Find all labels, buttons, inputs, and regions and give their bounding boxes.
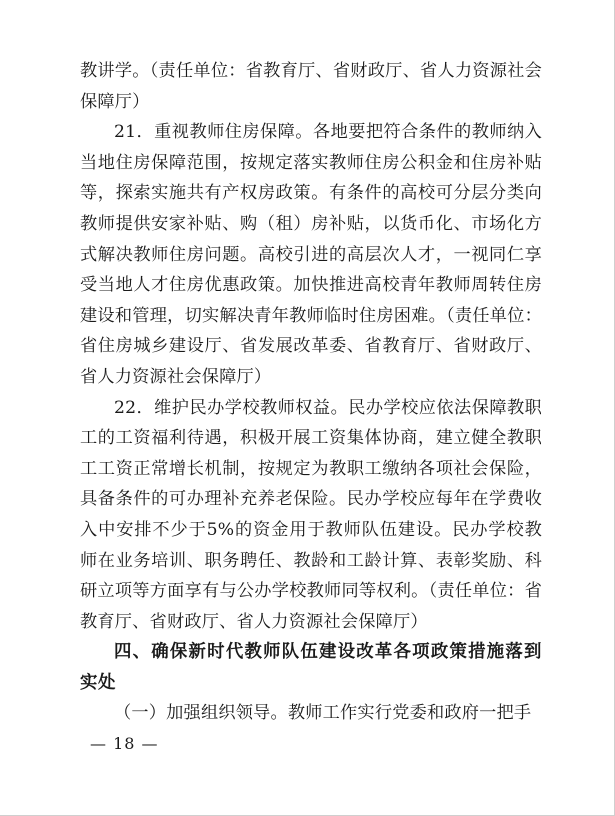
paragraph-continued: 教讲学。（责任单位：省教育厅、省财政厅、省人力资源社会保障厅） — [80, 61, 542, 112]
page-content — [80, 56, 542, 729]
paragraph-22-private-school-teachers: 22．维护民办学校教师权益。民办学校应依法保障教职工的工资福利待遇，积极开展工资集体协商，建立健全教职工工资正常增长机制，按规定为教职工缴纳各项社会保险，具备条件的可办理补充养老保险。民办学校应每年在学费收入中安排不少于5%的资金用于教师队伍建设。民办学校教师在业务培训、职务聘任、教龄和工龄计算、表彰奖励、科研立项等方面享有与公办学校教师同等权利。（责任单位：省教育厅、省财政厅、省人力资源社会保障厅） — [80, 397, 542, 632]
section-heading-4: 四、确保新时代教师队伍建设改革各项政策措施落到实处 — [80, 642, 542, 693]
page-number: — 18 — — [90, 734, 159, 753]
paragraph-4-1-organization: （一）加强组织领导。教师工作实行党委和政府一把手 — [114, 703, 532, 724]
paragraph-21-teacher-housing: 21．重视教师住房保障。各地要把符合条件的教师纳入当地住房保障范围，按规定落实教师住房公积金和住房补贴等，探索实施共有产权房政策。有条件的高校可分层分类向教师提供安家补贴、购（租）房补贴，以货币化、市场化方式解决教师住房问题。高校引进的高层次人才，一视同仁享受当地人才住房优惠政策。加快推进高校青年教师周转住房建设和管理，切实解决青年教师临时住房困难。（责任单位：省住房城乡建设厅、省发展改革委、省教育厅、省财政厅、省人力资源社会保障厅） — [80, 122, 542, 387]
